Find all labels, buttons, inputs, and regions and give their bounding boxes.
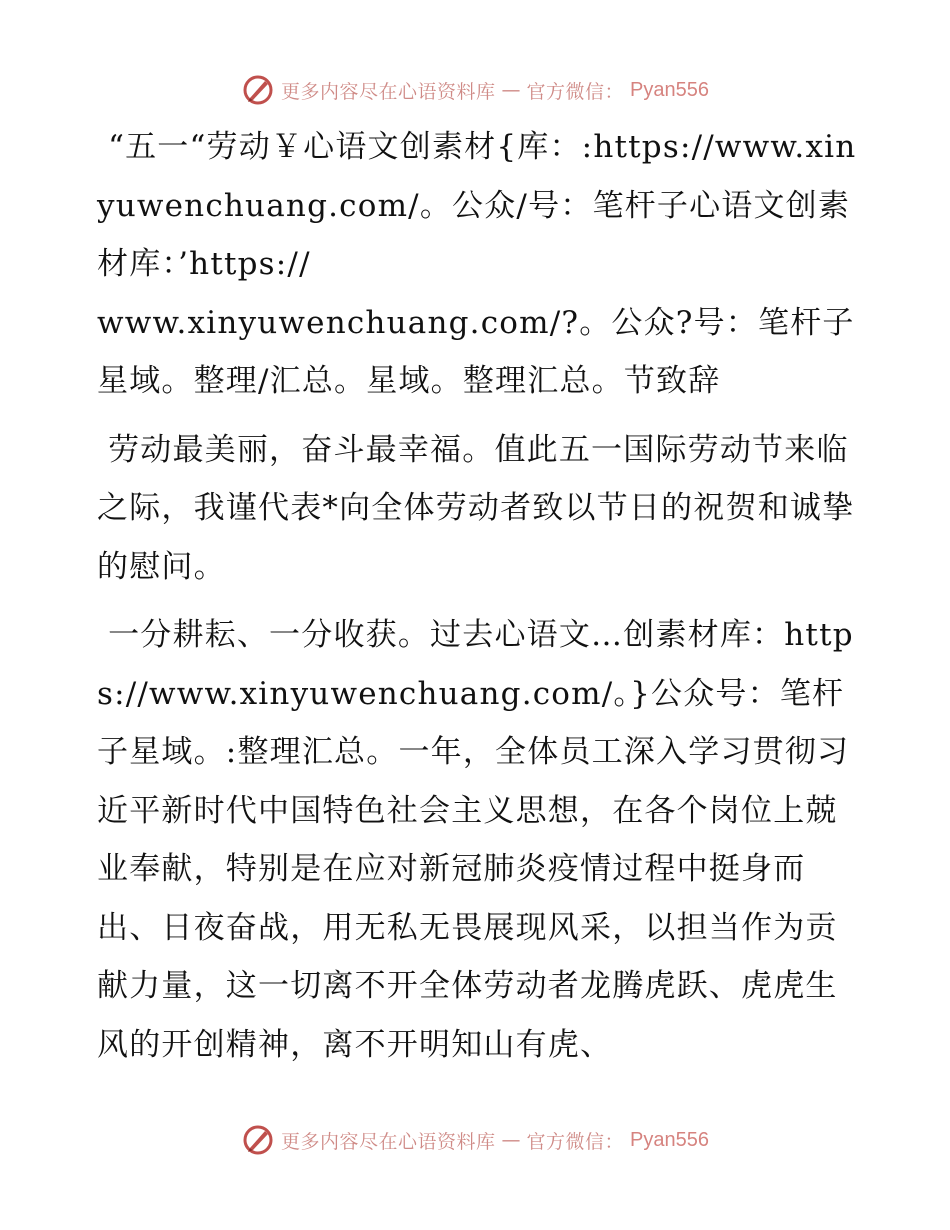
banner-separator: — bbox=[501, 1129, 521, 1151]
banner-separator: — bbox=[501, 79, 521, 101]
document-body bbox=[97, 118, 857, 1074]
banner-contact-label: 官方微信： bbox=[526, 1130, 625, 1153]
pen-logo-icon bbox=[241, 73, 275, 107]
paragraph-greeting: 劳动最美丽，奋斗最幸福。值此五一国际劳动节来临之际，我谨代表*向全体劳动者致以节日的祝贺和诚挚的慰问。 bbox=[97, 431, 855, 585]
banner-text: 更多内容尽在心语资料库 bbox=[281, 80, 496, 103]
banner-contact-label: 官方微信： bbox=[526, 80, 625, 103]
pen-logo-icon bbox=[241, 1123, 275, 1157]
banner-text: 更多内容尽在心语资料库 bbox=[281, 1130, 496, 1153]
header-banner bbox=[0, 70, 950, 110]
banner-contact-id: Pyan556 bbox=[630, 1128, 709, 1151]
banner-contact-id: Pyan556 bbox=[630, 78, 709, 101]
paragraph-body: 一分耕耘、一分收获。过去心语文…创素材库：https://www.xinyuwenchuang.com/。}公众号：笔杆子星域。:整理汇总。一年，全体员工深入学习贯彻习近平新时代中国特色社会主义思想，在各个岗位上兢业奉献，特别是在应对新冠肺炎疫情过程中挺身而出、日夜奋战，用无私无畏展现风采，以担当作为贡献力量，这一切离不开全体劳动者龙腾虎跃、虎虎生风的开创精神，离不开明知山有虎、 bbox=[97, 617, 854, 1063]
footer-banner bbox=[0, 1120, 950, 1160]
paragraph-title: “五一“劳动￥心语文创素材{库：:https://www.xinyuwenchuang.com/。公众/号：笔杆子心语文创素材库：’https:// www.xinyuwenchuang.com/?。公众?号：笔杆子星域。整理/汇总。星域。整理汇总。节致辞 bbox=[97, 129, 857, 399]
